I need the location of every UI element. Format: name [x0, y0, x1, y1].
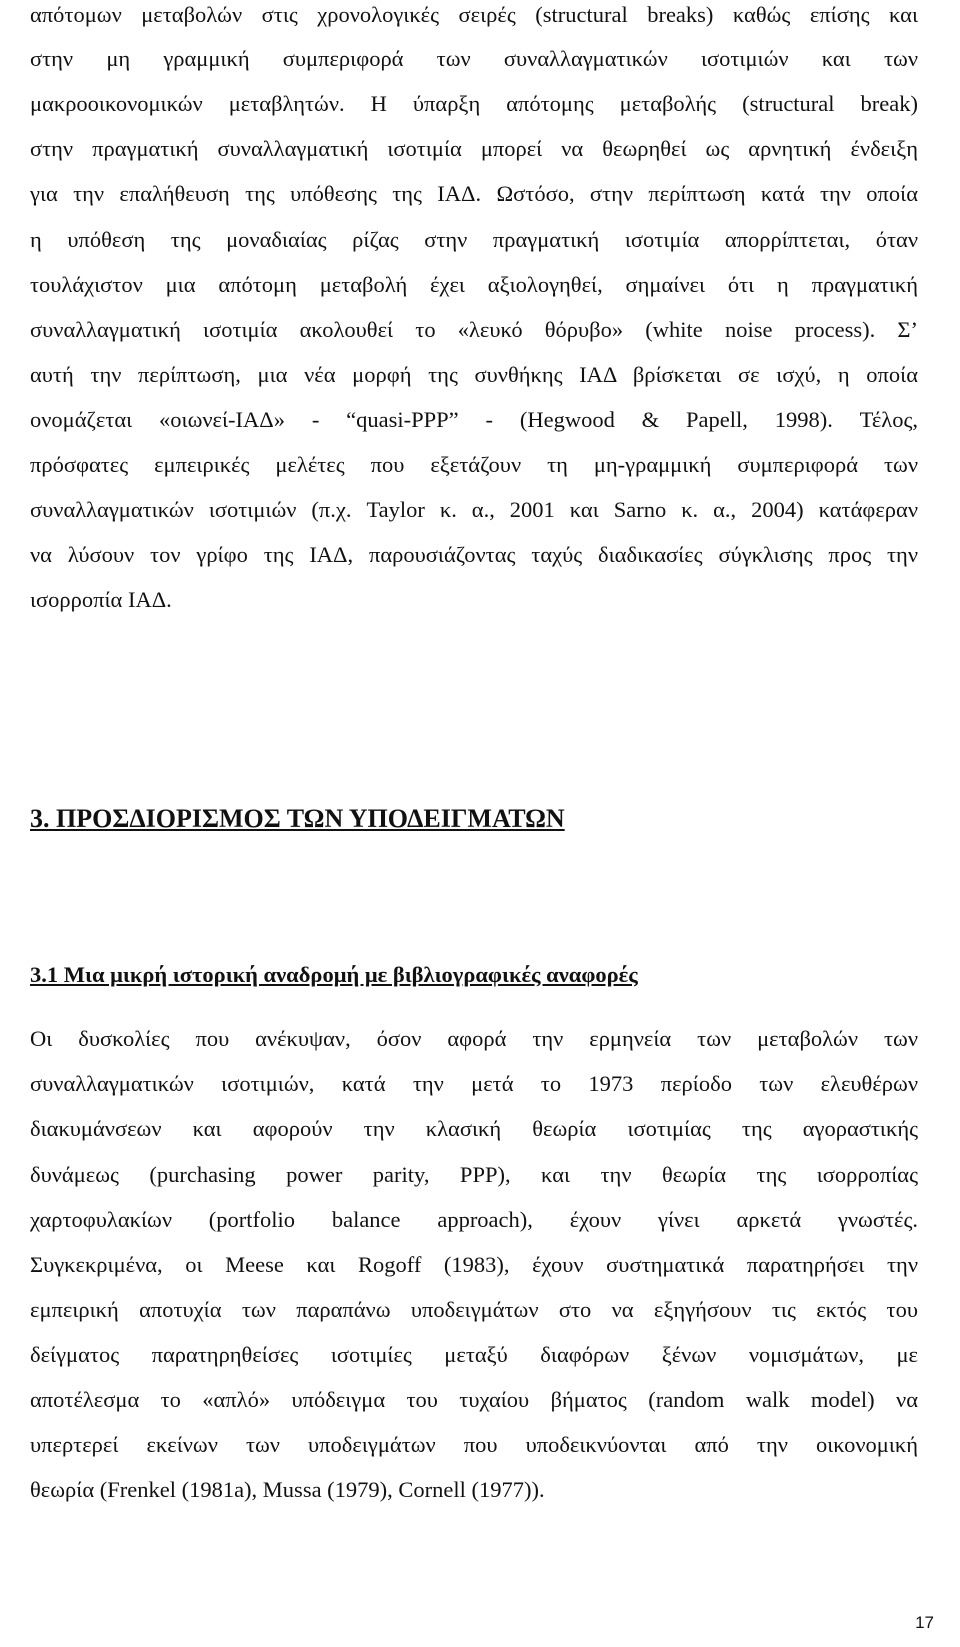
text-line: διακυμάνσεων και αφορούν την κλασική θεωρία ισοτιμίας της αγοραστικής: [30, 1116, 918, 1141]
text-line: απότομων μεταβολών στις χρονολογικές σειρές (structural breaks) καθώς επίσης και: [30, 2, 918, 27]
text-line: Συγκεκριμένα, οι Meese και Rogoff (1983), έχουν συστηματικά παρατηρήσει την: [30, 1252, 918, 1277]
subsection-heading: 3.1 Μια μικρή ιστορική αναδρομή με βιβλιογραφικές αναφορές: [30, 962, 638, 987]
text-line: πρόσφατες εμπειρικές μελέτες που εξετάζουν τη μη-γραμμική συμπεριφορά των: [30, 452, 918, 477]
page-number: 17: [915, 1613, 934, 1632]
section-heading: 3. ΠΡΟΣΔΙΟΡΙΣΜΟΣ ΤΩΝ ΥΠΟΔΕΙΓΜΑΤΩΝ: [30, 804, 565, 833]
text-line: εμπειρική αποτυχία των παραπάνω υποδειγμάτων στο να εξηγήσουν τις εκτός του: [30, 1297, 918, 1322]
text-line: να λύσουν τον γρίφο της ΙΑΔ, παρουσιάζοντας ταχύς διαδικασίες σύγκλισης προς την: [30, 542, 918, 567]
text-line: δείγματος παρατηρηθείσες ισοτιμίες μεταξύ διαφόρων ξένων νομισμάτων, με: [30, 1342, 918, 1367]
text-line: θεωρία (Frenkel (1981a), Mussa (1979), Cornell (1977)).: [30, 1477, 545, 1502]
text-line: η υπόθεση της μοναδιαίας ρίζας στην πραγματική ισοτιμία απορρίπτεται, όταν: [30, 227, 918, 252]
text-line: συναλλαγματικών ισοτιμιών, κατά την μετά το 1973 περίοδο των ελευθέρων: [30, 1071, 918, 1096]
text-line: ισορροπία ΙΑΔ.: [30, 587, 172, 612]
text-line: συναλλαγματικών ισοτιμιών (π.χ. Taylor κ. α., 2001 και Sarno κ. α., 2004) κατάφεραν: [30, 497, 918, 522]
text-line: Οι δυσκολίες που ανέκυψαν, όσον αφορά την ερμηνεία των μεταβολών των: [30, 1026, 918, 1051]
text-line: τουλάχιστον μια απότομη μεταβολή έχει αξιολογηθεί, σημαίνει ότι η πραγματική: [30, 272, 918, 297]
text-line: συναλλαγματική ισοτιμία ακολουθεί το «λευκό θόρυβο» (white noise process). Σ’: [30, 317, 918, 342]
text-line: αυτή την περίπτωση, μια νέα μορφή της συνθήκης ΙΑΔ βρίσκεται σε ισχύ, η οποία: [30, 362, 918, 387]
text-line: ονομάζεται «οιωνεί-ΙΑΔ» - “quasi-PPP” - (Hegwood & Papell, 1998). Τέλος,: [30, 407, 918, 432]
text-line: για την επαλήθευση της υπόθεσης της ΙΑΔ. Ωστόσο, στην περίπτωση κατά την οποία: [30, 181, 918, 206]
text-line: αποτέλεσμα το «απλό» υπόδειγμα του τυχαίου βήματος (random walk model) να: [30, 1387, 918, 1412]
text-line: στην μη γραμμική συμπεριφορά των συναλλαγματικών ισοτιμιών και των: [30, 46, 918, 71]
text-line: υπερτερεί εκείνων των υποδειγμάτων που υποδεικνύονται από την οικονομική: [30, 1432, 918, 1457]
text-line: χαρτοφυλακίων (portfolio balance approach), έχουν γίνει αρκετά γνωστές.: [30, 1207, 918, 1232]
text-line: δυνάμεως (purchasing power parity, PPP), και την θεωρία της ισορροπίας: [30, 1162, 918, 1187]
text-line: στην πραγματική συναλλαγματική ισοτιμία μπορεί να θεωρηθεί ως αρνητική ένδειξη: [30, 136, 918, 161]
text-line: μακροοικονομικών μεταβλητών. Η ύπαρξη απότομης μεταβολής (structural break): [30, 91, 918, 116]
